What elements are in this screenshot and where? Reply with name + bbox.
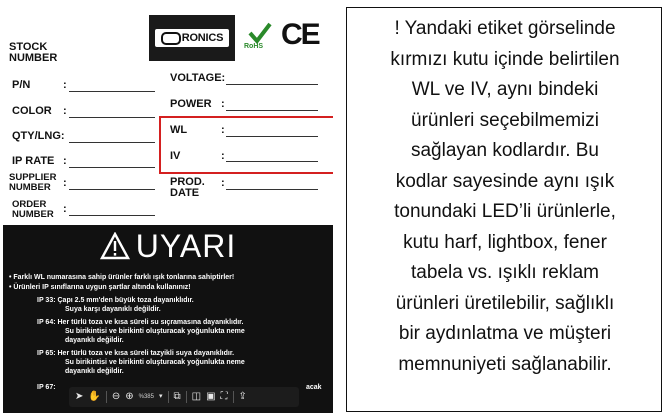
product-label-image	[3, 3, 333, 413]
field-supplier-colon: :	[63, 177, 67, 189]
brand-logo	[149, 15, 235, 61]
toolbar-divider	[106, 391, 107, 403]
field-ip-rate-line	[69, 167, 155, 168]
field-color: COLOR	[12, 105, 52, 117]
field-power-line	[226, 110, 318, 111]
brand-logo-plate	[155, 29, 229, 47]
warning-ip64-line1: IP 64: Her türlü toza ve kısa süreli su sıçramasına dayanıklıdır.	[37, 319, 244, 326]
field-power-colon: :	[221, 98, 225, 110]
field-iv: IV	[170, 150, 181, 162]
warning-ip64-line3: dayanıklı değildir.	[65, 337, 124, 344]
warning-ip33-line2: Suya karşı dayanıklı değildir.	[65, 306, 161, 313]
field-voltage: VOLTAGE:	[170, 72, 226, 84]
field-ip-rate: IP RATE	[12, 155, 55, 167]
warning-bullet-2: • Ürünleri IP sınıflarına uygun şartlar altında kullanınız!	[9, 284, 191, 291]
field-qty-lng-line	[69, 142, 155, 143]
field-ip-rate-colon: :	[63, 155, 67, 167]
field-prod-date: PROD. DATE	[170, 176, 205, 199]
explanation-text: ! Yandaki etiket görselinde kırmızı kutu içinde belirtilen WL ve IV, aynı bindeki ürünleri seçebilmemizi sağlayan kodlardır. Bu kodlar sayesinde aynı ışık tonundaki LED’li ürünlerle, kutu harf, lightbox, fener tabela vs. ışıklı reklam ürünleri üretilebilir, sağlıklı bir aydınlatma ve müşteri memnuniyeti sağlanabilir.	[390, 18, 620, 375]
field-pn-line	[69, 91, 155, 92]
warning-header	[3, 228, 333, 264]
field-qty-lng: QTY/LNG:	[12, 130, 65, 142]
field-prod-date-line	[226, 189, 318, 190]
field-color-colon: :	[63, 105, 67, 117]
zoom-level[interactable]: %385	[138, 394, 154, 400]
ce-mark: CE	[281, 18, 319, 51]
field-stock-number: STOCK NUMBER	[9, 41, 58, 64]
zoom-dropdown-icon[interactable]: ▾	[158, 393, 163, 400]
field-wl-colon: :	[221, 124, 225, 136]
share-icon[interactable]: ⇪	[238, 391, 247, 402]
toolbar-divider	[233, 391, 234, 403]
wl-iv-highlight-box	[159, 116, 333, 174]
field-order-line	[69, 215, 155, 216]
field-iv-colon: :	[221, 150, 225, 162]
warning-ip67-tail: acak	[306, 384, 322, 391]
warning-ip65-line3: dayanıklı değildir.	[65, 368, 124, 375]
toolbar-divider	[168, 391, 169, 403]
explanation-box	[346, 7, 662, 412]
warning-ip67-line1: IP 67:	[37, 384, 56, 391]
field-power: POWER	[170, 98, 212, 110]
warning-bullet-1: • Farklı WL numarasına sahip ürünler farklı ışık tonlarına sahiptirler!	[9, 274, 235, 281]
split-icon[interactable]: ◫	[191, 391, 202, 402]
label-info-section	[3, 3, 333, 225]
warning-ip65-line2: Su birikintisi ve birikinti oluşturacak yoğunlukta neme	[65, 359, 245, 366]
toolbar-divider	[186, 391, 187, 403]
hand-icon[interactable]: ✋	[88, 391, 101, 402]
rohs-mark: RoHS	[244, 43, 264, 50]
field-supplier-line	[69, 189, 155, 190]
cursor-icon[interactable]: ➤	[75, 391, 84, 402]
field-prod-date-colon: :	[221, 177, 225, 189]
warning-section	[3, 225, 333, 413]
field-order-number: ORDER NUMBER	[12, 199, 54, 220]
zoom-in-icon[interactable]: ⊕	[125, 391, 134, 402]
brand-logo-icon	[161, 32, 181, 45]
save-icon[interactable]: ▣	[206, 391, 216, 402]
fullscreen-icon[interactable]: ⛶	[220, 391, 228, 402]
warning-triangle-icon	[100, 232, 130, 260]
image-viewer-toolbar	[69, 387, 299, 407]
field-pn: P/N	[12, 79, 31, 91]
zoom-out-icon[interactable]: ⊖	[111, 391, 121, 402]
field-supplier-number: SUPPLIER NUMBER	[9, 172, 57, 193]
warning-title: UYARI	[135, 227, 237, 264]
warning-ip64-line2: Su birikintisi ve birikinti oluşturacak yoğunlukta neme	[65, 328, 245, 335]
copy-icon[interactable]: ⧉	[173, 391, 181, 402]
field-color-line	[69, 117, 155, 118]
brand-logo-text: RONICS	[181, 32, 224, 44]
field-pn-colon: :	[63, 79, 67, 91]
warning-ip65-line1: IP 65: Her türlü toza ve kısa süreli tazyikli suya dayanıklıdır.	[37, 350, 235, 357]
field-wl: WL	[170, 124, 188, 136]
field-order-colon: :	[63, 203, 67, 215]
field-voltage-line	[226, 84, 318, 85]
warning-ip33-line1: IP 33: Çapı 2.5 mm'den büyük toza dayanıklıdır.	[37, 297, 194, 304]
